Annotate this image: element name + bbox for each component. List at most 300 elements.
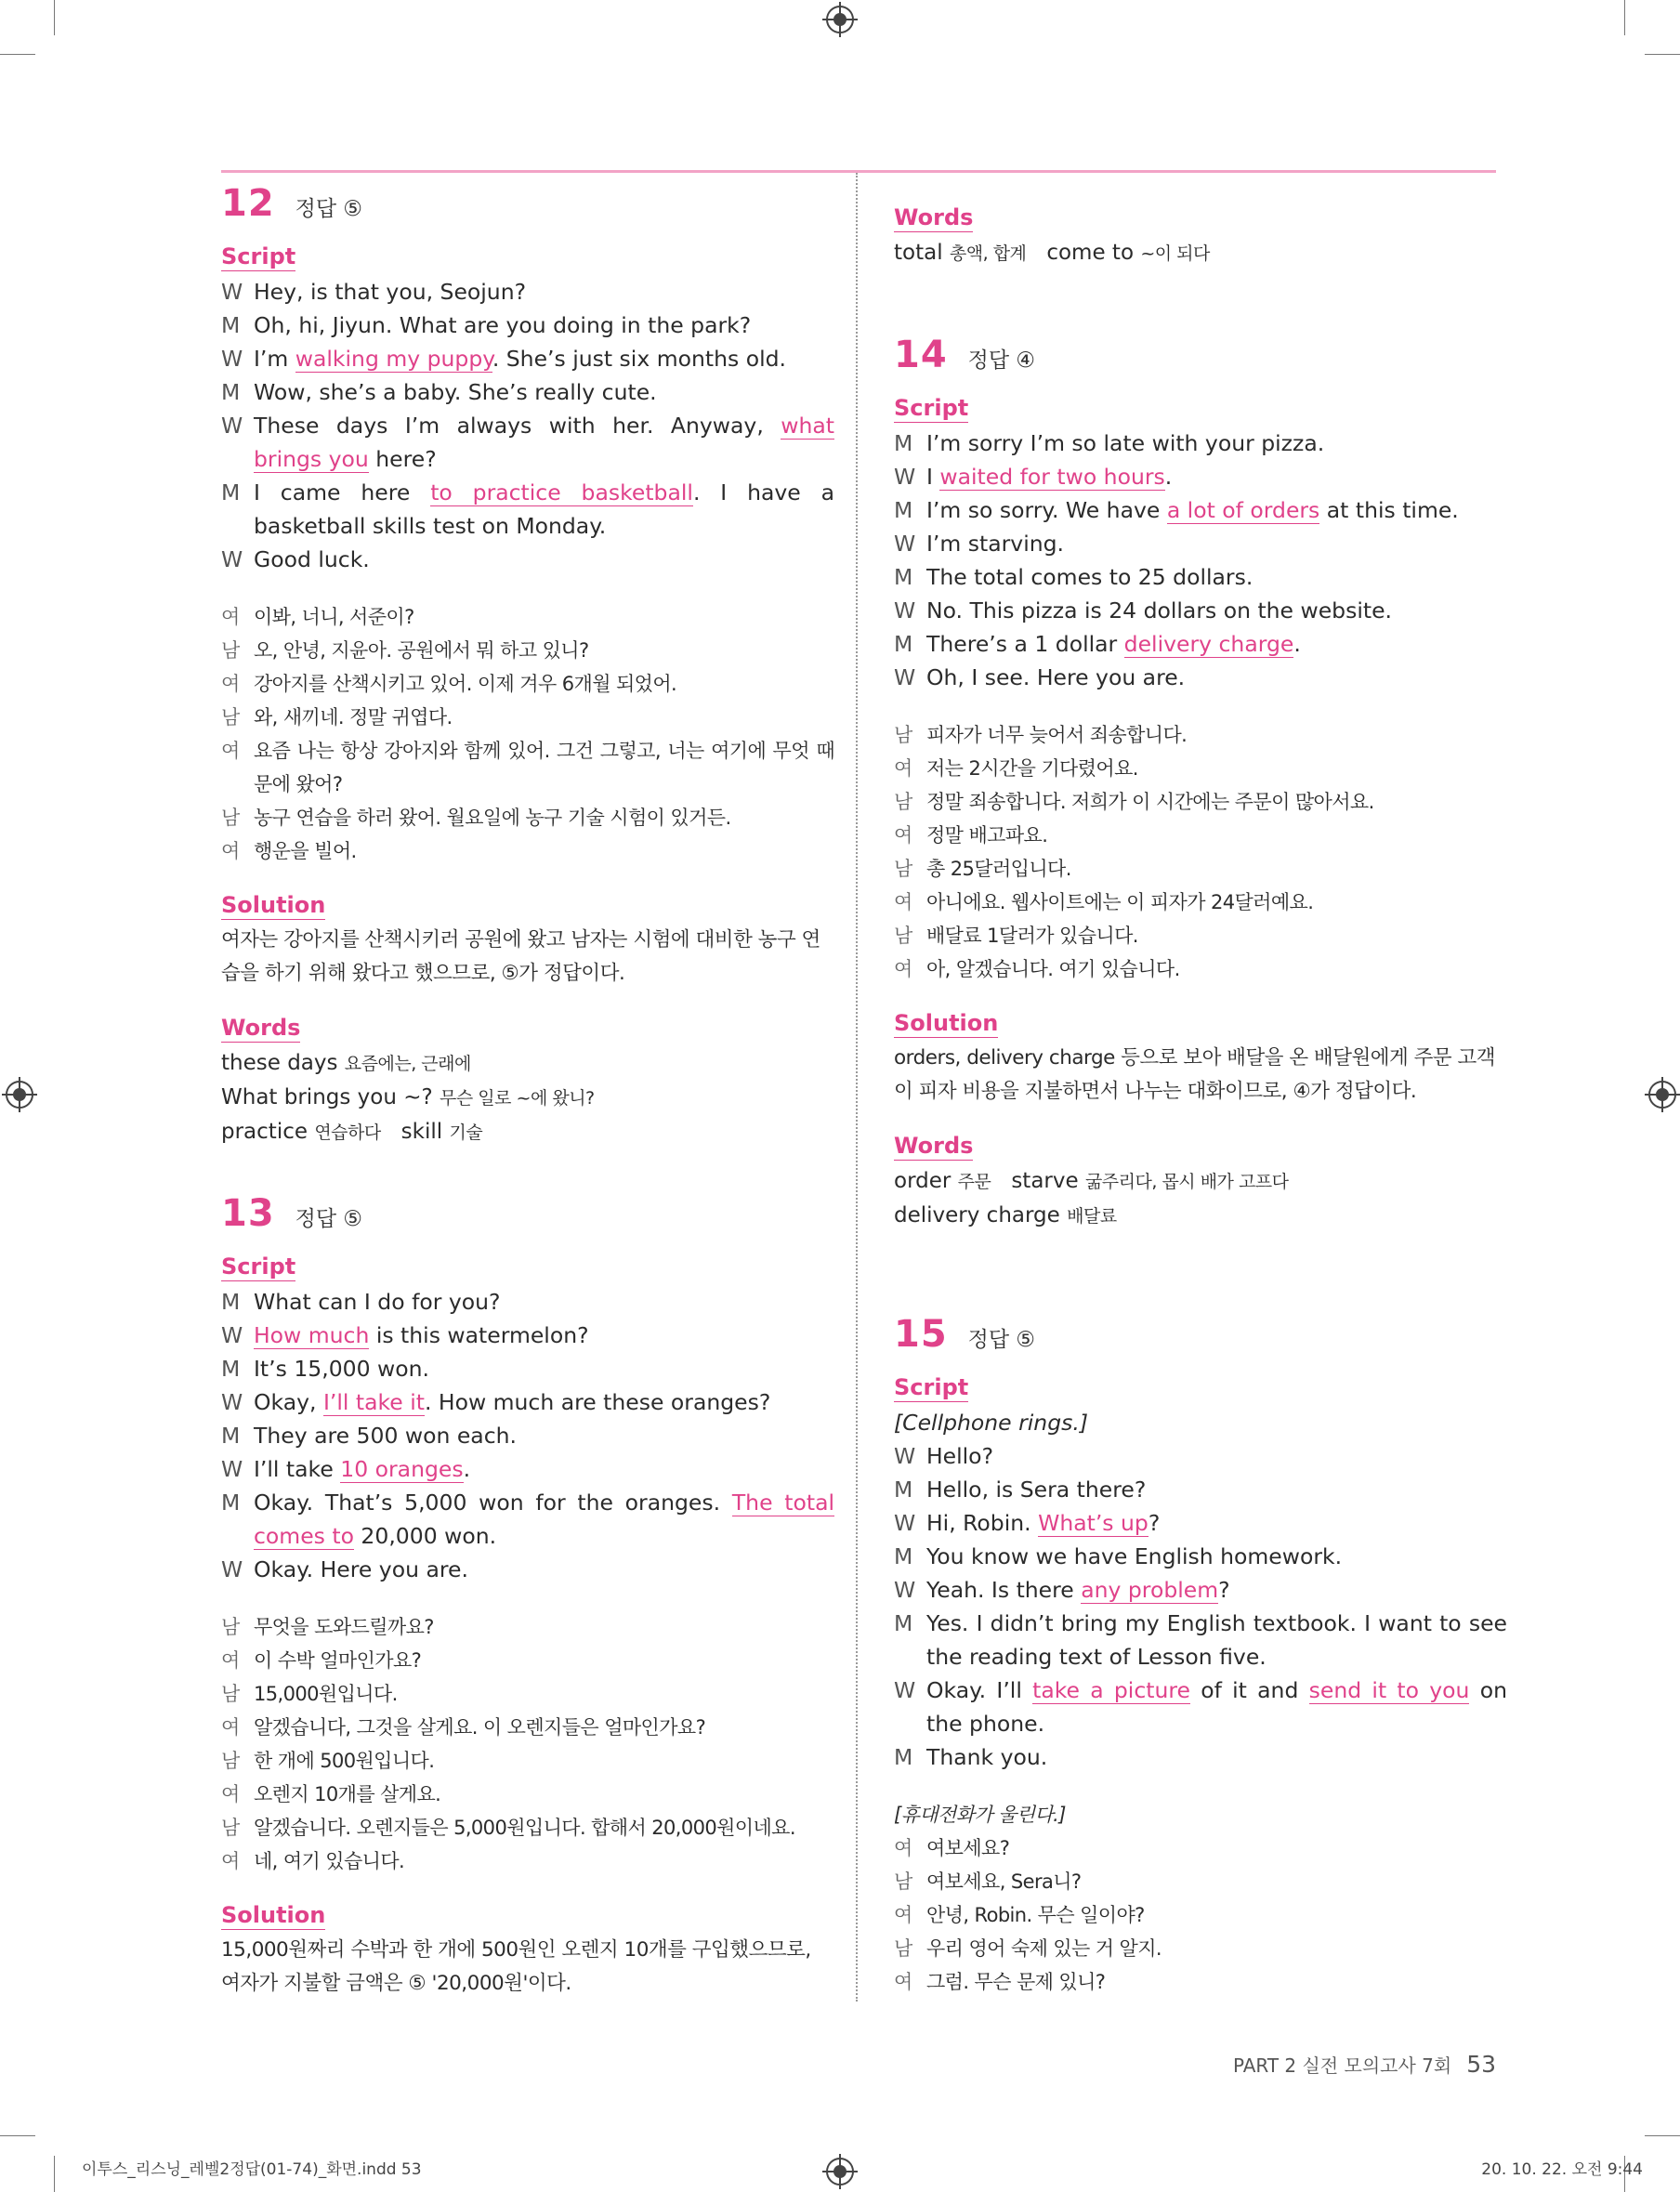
translation-line (221, 667, 834, 701)
speaker-label: M (221, 1289, 241, 1315)
q12-solution: 여자는 강아지를 산책시키러 공원에 왔고 남자는 시험에 대비한 농구 연습을 하기 위해 왔다고 했으므로, ⑤가 정답이다. (221, 928, 820, 985)
blank-answer: delivery charge (1123, 631, 1294, 657)
text-run: 20,000 won. (353, 1523, 497, 1549)
translation-line (221, 1677, 834, 1711)
translation-line (894, 1865, 1507, 1898)
registration-mark-icon (6, 1081, 33, 1109)
text-run: . (463, 1456, 471, 1482)
question-12-header (221, 182, 834, 225)
blank-answer: take a picture (1032, 1677, 1190, 1703)
speaker-label: W (221, 1556, 243, 1582)
translation-line (894, 952, 1507, 986)
vocab-term: total (894, 241, 943, 265)
dialogue-line (894, 1740, 1507, 1774)
speaker-label: W (221, 413, 243, 439)
text-run: . (1164, 464, 1173, 490)
dialogue-text (254, 1319, 834, 1352)
translation-line (221, 1610, 834, 1644)
vocab-term: delivery charge (894, 1203, 1060, 1227)
dialogue-line (894, 1506, 1507, 1540)
translation-line (221, 1844, 834, 1878)
dialogue-line (221, 1486, 834, 1553)
vocab-meaning: 주문 (957, 1172, 991, 1192)
q14-solution: orders, delivery charge 등으로 보아 배달을 온 배달원에게 주문 고객이 피자 비용을 지불하면서 나누는 대화이므로, ④가 정답이다. (894, 1046, 1496, 1103)
speaker-label: M (221, 479, 241, 505)
translation-line (894, 852, 1507, 886)
text-run: Okay. Here you are. (254, 1556, 468, 1582)
solution-heading: Solution (221, 1902, 326, 1928)
translation-text: 강아지를 산책시키고 있어. 이제 겨우 6개월 되었어. (254, 673, 677, 695)
speaker-label: W (221, 1389, 243, 1415)
dialogue-text (254, 476, 834, 543)
dialogue-text (926, 1540, 1507, 1573)
translation-line (221, 1811, 834, 1844)
speaker-label: W (894, 664, 916, 690)
dialogue-line (894, 527, 1507, 560)
blank-answer: The total comes to (254, 1490, 834, 1549)
translation-line (894, 752, 1507, 785)
speaker-label: 여 (221, 1716, 240, 1739)
translation-line (221, 600, 834, 634)
dialogue-line (894, 1607, 1507, 1674)
print-slug-date: 20. 10. 22. 오전 9:44 (1481, 2160, 1643, 2179)
dialogue-line (221, 1352, 834, 1385)
dialogue-line (221, 1285, 834, 1319)
dialogue-line (221, 275, 834, 308)
dialogue-line (221, 342, 834, 375)
q14-words (894, 1164, 1507, 1233)
question-number: 13 (221, 1192, 275, 1235)
translation-text: 저는 2시간을 기다렸어요. (926, 757, 1138, 780)
dialogue-text (254, 1553, 834, 1586)
translation-text: 오렌지 10개를 살게요. (254, 1783, 441, 1805)
translation-line (894, 819, 1507, 852)
speaker-label: W (894, 464, 916, 490)
dialogue-text (254, 275, 834, 308)
speaker-label: W (894, 1443, 916, 1469)
speaker-label: 여 (894, 1837, 912, 1859)
text-run: What can I do for you? (254, 1289, 501, 1315)
text-run: I’m sorry I’m so late with your pizza. (926, 430, 1325, 456)
translation-line (221, 1711, 834, 1744)
text-run: ? (1148, 1510, 1161, 1536)
dialogue-line (894, 661, 1507, 694)
q13-solution: 15,000원짜리 수박과 한 개에 500원인 오렌지 10개를 구입했으므로, 여자가 지불할 금액은 ⑤ '20,000원'이다. (221, 1938, 811, 1995)
dialogue-text (926, 1573, 1507, 1607)
page-number: 53 (1466, 2051, 1496, 2078)
blank-answer: any problem (1081, 1577, 1219, 1603)
dialogue-line (221, 308, 834, 342)
vocab-line (221, 1046, 834, 1081)
speaker-label: M (894, 1610, 913, 1636)
dialogue-text (254, 342, 834, 375)
text-run: Hello? (926, 1443, 994, 1469)
translation-text: 무엇을 도와드릴까요? (254, 1616, 434, 1638)
dialogue-text (254, 1419, 834, 1452)
dialogue-text (926, 627, 1507, 661)
text-run: is this watermelon? (369, 1322, 589, 1348)
vocab-term: skill (400, 1120, 443, 1144)
text-run: I (926, 464, 940, 490)
script-heading: Script (894, 1374, 969, 1400)
vocab-line (894, 1164, 1507, 1199)
blank-answer: 10 oranges (340, 1456, 464, 1482)
text-run: . She’s just six months old. (492, 346, 786, 372)
translation-line (894, 785, 1507, 819)
speaker-label: W (894, 531, 916, 557)
vocab-meaning: 기술 (449, 1122, 483, 1143)
vocab-line (894, 1199, 1507, 1233)
registration-mark-icon (826, 6, 854, 33)
speaker-label: 남 (221, 807, 240, 829)
text-run: Good luck. (254, 546, 370, 572)
speaker-label: M (221, 1490, 241, 1516)
right-column (894, 204, 1507, 1999)
dialogue-line (894, 1439, 1507, 1473)
translation-text: 우리 영어 숙제 있는 거 알지. (926, 1937, 1162, 1960)
speaker-label: M (221, 312, 241, 338)
q12-words (221, 1046, 834, 1149)
dialogue-line (894, 1473, 1507, 1506)
speaker-label: 여 (221, 840, 240, 862)
question-number: 15 (894, 1313, 948, 1356)
text-run: Thank you. (926, 1744, 1048, 1770)
speaker-label: M (894, 1543, 913, 1569)
dialogue-line (221, 375, 834, 409)
dialogue-text (926, 661, 1507, 694)
question-number: 14 (894, 334, 948, 376)
print-slug-file: 이투스_리스닝_레벨2정답(01-74)_화면.indd 53 (82, 2160, 422, 2179)
dialogue-text (926, 527, 1507, 560)
dialogue-text (926, 1473, 1507, 1506)
speaker-label: 여 (894, 1971, 912, 1993)
dialogue-text (254, 409, 834, 476)
speaker-label: W (894, 1677, 916, 1703)
speaker-label: M (894, 430, 913, 456)
vocab-term: starve (1011, 1169, 1079, 1193)
q13-korean (221, 1610, 834, 1878)
text-run: I’m (254, 346, 295, 372)
words-heading: Words (221, 1015, 301, 1041)
dialogue-text (926, 560, 1507, 594)
translation-text: 한 개에 500원입니다. (254, 1750, 435, 1772)
dialogue-line (221, 409, 834, 476)
dialogue-line (221, 1419, 834, 1452)
speaker-label: W (894, 597, 916, 623)
dialogue-text (254, 375, 834, 409)
dialogue-line (894, 427, 1507, 460)
vocab-term: What brings you ~? (221, 1085, 433, 1109)
text-run: Hi, Robin. (926, 1510, 1039, 1536)
translation-line (894, 1932, 1507, 1965)
text-run: Oh, I see. Here you are. (926, 664, 1186, 690)
dialogue-text (254, 1352, 834, 1385)
translation-line (894, 886, 1507, 919)
blank-answer: what brings you (254, 413, 834, 472)
translation-text: 이 수박 얼마인가요? (254, 1649, 422, 1672)
script-heading: Script (221, 243, 296, 269)
speaker-label: 남 (894, 1937, 912, 1960)
speaker-label: M (894, 564, 913, 590)
solution-heading: Solution (894, 1010, 999, 1036)
text-run: Hello, is Sera there? (926, 1477, 1147, 1503)
translation-text: 여보세요? (926, 1837, 1010, 1859)
speaker-label: 여 (894, 824, 912, 847)
registration-mark-icon (826, 2158, 854, 2185)
text-run: Yes. I didn’t bring my English textbook. I want to see the reading text of Lesson five. (926, 1610, 1507, 1670)
translation-text: 네, 여기 있습니다. (254, 1850, 405, 1872)
question-13-header (221, 1192, 834, 1235)
translation-text: 15,000원입니다. (254, 1683, 398, 1705)
q12-script (221, 275, 834, 576)
speaker-label: 여 (221, 1850, 240, 1872)
header-rule (221, 170, 1496, 173)
blank-answer: I’ll take it (322, 1389, 425, 1415)
translation-line (221, 801, 834, 834)
crop-mark (54, 2156, 55, 2192)
text-run: . I have a basketball skills test on Monday. (254, 479, 835, 539)
speaker-label: W (221, 279, 243, 305)
text-run: Yeah. Is there (926, 1577, 1082, 1603)
solution-heading: Solution (221, 892, 326, 918)
translation-text: 정말 죄송합니다. 저희가 이 시간에는 주문이 많아서요. (926, 791, 1374, 813)
vocab-meaning: 배달료 (1067, 1206, 1117, 1227)
text-run: at this time. (1319, 497, 1459, 523)
translation-line (894, 718, 1507, 752)
text-run: I’ll take (254, 1456, 341, 1482)
vocab-line (221, 1115, 834, 1149)
text-run: of it and (1189, 1677, 1309, 1703)
dialogue-text (254, 1452, 834, 1486)
dialogue-line (221, 1319, 834, 1352)
answer-label: 정답 ⑤ (295, 1207, 363, 1231)
dialogue-text (254, 1285, 834, 1319)
translation-line (894, 1831, 1507, 1865)
speaker-label: 여 (221, 606, 240, 628)
text-run: These days I’m always with her. Anyway, (254, 413, 781, 439)
dialogue-line (894, 627, 1507, 661)
blank-answer: waited for two hours (939, 464, 1165, 490)
speaker-label: M (894, 1744, 913, 1770)
translation-text: 아, 알겠습니다. 여기 있습니다. (926, 958, 1180, 980)
blank-answer: What’s up (1038, 1510, 1148, 1536)
dialogue-text (926, 1439, 1507, 1473)
vocab-meaning: 총액, 합계 (949, 243, 1027, 264)
column-divider (856, 173, 858, 2002)
vocab-meaning: 요즘에는, 근래에 (344, 1054, 471, 1074)
q12-korean (221, 600, 834, 868)
q15-korean (894, 1798, 1507, 1999)
vocab-term: come to (1046, 241, 1135, 265)
translation-text: 총 25달러입니다. (926, 858, 1071, 880)
vocab-meaning: ~이 되다 (1140, 243, 1210, 264)
translation-line (221, 1644, 834, 1677)
speaker-label: W (221, 1456, 243, 1482)
translation-text: 아니에요. 웹사이트에는 이 피자가 24달러예요. (926, 891, 1314, 913)
text-run: Hey, is that you, Seojun? (254, 279, 527, 305)
answer-label: 정답 ⑤ (967, 1328, 1036, 1352)
vocab-meaning: 연습하다 (314, 1122, 381, 1143)
dialogue-text (254, 543, 834, 576)
answer-label: 정답 ④ (967, 348, 1036, 373)
speaker-label: M (221, 1356, 241, 1382)
vocab-line (221, 1081, 834, 1115)
words-heading: Words (894, 204, 974, 230)
translation-line (221, 1744, 834, 1778)
dialogue-text (926, 1674, 1507, 1740)
speaker-label: 여 (221, 740, 240, 762)
vocab-line (894, 236, 1507, 270)
translation-line (894, 1965, 1507, 1999)
speaker-label: M (221, 1423, 241, 1449)
dialogue-line (894, 594, 1507, 627)
dialogue-text (926, 1506, 1507, 1540)
dialogue-line (894, 560, 1507, 594)
speaker-label: M (894, 497, 913, 523)
text-run: You know we have English homework. (926, 1543, 1343, 1569)
dialogue-text (254, 308, 834, 342)
dialogue-text (254, 1486, 834, 1553)
text-run: ? (1218, 1577, 1230, 1603)
vocab-meaning: 무슨 일로 ~에 왔니? (440, 1088, 595, 1109)
speaker-label: 여 (221, 1783, 240, 1805)
speaker-label: M (894, 631, 913, 657)
q13-script (221, 1285, 834, 1586)
dialogue-line (894, 1674, 1507, 1740)
crop-mark (1645, 2135, 1680, 2136)
translation-text: 알겠습니다, 그것을 살게요. 이 오렌지들은 얼마인가요? (254, 1716, 706, 1739)
translation-text: 이봐, 너니, 서준이? (254, 606, 414, 628)
speaker-label: 남 (221, 639, 240, 662)
speaker-label: W (221, 546, 243, 572)
korean-stage-direction: [휴대전화가 울린다.] (894, 1804, 1066, 1826)
translation-text: 와, 새끼네. 정말 귀엽다. (254, 706, 453, 728)
blank-answer: walking my puppy (295, 346, 492, 372)
crop-mark (0, 54, 35, 55)
vocab-term: practice (221, 1120, 308, 1144)
dialogue-text (926, 493, 1507, 527)
blank-answer: to practice basketball (430, 479, 693, 505)
text-run: No. This pizza is 24 dollars on the website. (926, 597, 1392, 623)
left-column (221, 182, 834, 2001)
speaker-label: 남 (894, 1870, 912, 1893)
text-run: . How much are these oranges? (424, 1389, 771, 1415)
text-run: on the phone. (926, 1677, 1508, 1737)
text-run: There’s a 1 dollar (926, 631, 1124, 657)
dialogue-text (254, 1385, 834, 1419)
dialogue-text (926, 460, 1507, 493)
translation-line (221, 734, 834, 801)
speaker-label: W (894, 1510, 916, 1536)
dialogue-line (894, 1573, 1507, 1607)
dialogue-line (221, 1452, 834, 1486)
dialogue-text (926, 1740, 1507, 1774)
translation-text: 여보세요, Sera니? (926, 1870, 1082, 1893)
translation-line (221, 834, 834, 868)
q15-script (894, 1439, 1507, 1774)
text-run: Wow, she’s a baby. She’s really cute. (254, 379, 657, 405)
stage-direction: [Cellphone rings.] (894, 1410, 1088, 1436)
translation-line (221, 701, 834, 734)
dialogue-line (221, 543, 834, 576)
speaker-label: M (221, 379, 241, 405)
translation-line (221, 634, 834, 667)
question-number: 12 (221, 182, 275, 225)
text-run: I’m so sorry. We have (926, 497, 1167, 523)
text-run: . (1293, 631, 1301, 657)
dialogue-line (221, 1553, 834, 1586)
text-run: They are 500 won each. (254, 1423, 517, 1449)
q14-script (894, 427, 1507, 694)
vocab-meaning: 굶주리다, 몹시 배가 고프다 (1084, 1172, 1289, 1192)
translation-text: 배달료 1달러가 있습니다. (926, 925, 1138, 947)
text-run: The total comes to 25 dollars. (926, 564, 1253, 590)
translation-line (894, 919, 1507, 952)
translation-text: 행운을 빌어. (254, 840, 357, 862)
translation-text: 요즘 나는 항상 강아지와 함께 있어. 그건 그렇고, 너는 여기에 무엇 때문에 왔어? (254, 740, 834, 795)
translation-line (894, 1898, 1507, 1932)
speaker-label: 남 (894, 925, 912, 947)
text-run: Okay, (254, 1389, 323, 1415)
speaker-label: 여 (894, 958, 912, 980)
text-run: Okay. That’s 5,000 won for the oranges. (254, 1490, 732, 1516)
crop-mark (0, 2135, 35, 2136)
dialogue-line (221, 1385, 834, 1419)
speaker-label: 여 (894, 757, 912, 780)
dialogue-line (221, 476, 834, 543)
q14-korean (894, 718, 1507, 986)
blank-answer: a lot of orders (1166, 497, 1320, 523)
translation-text: 알겠습니다. 오렌지들은 5,000원입니다. 합해서 20,000원이네요. (254, 1817, 795, 1839)
speaker-label: 남 (221, 1683, 240, 1705)
text-run: here? (368, 446, 437, 472)
dialogue-line (894, 460, 1507, 493)
blank-answer: send it to you (1308, 1677, 1470, 1703)
translation-text: 정말 배고파요. (926, 824, 1048, 847)
dialogue-text (926, 427, 1507, 460)
registration-mark-icon (1648, 1081, 1676, 1109)
text-run: I’m starving. (926, 531, 1064, 557)
speaker-label: 남 (221, 706, 240, 728)
speaker-label: W (894, 1577, 916, 1603)
blank-answer: How much (254, 1322, 370, 1348)
speaker-label: 남 (221, 1616, 240, 1638)
text-run: I came here (254, 479, 431, 505)
text-run: It’s 15,000 won. (254, 1356, 429, 1382)
translation-text: 안녕, Robin. 무슨 일이야? (926, 1904, 1145, 1926)
crop-mark (54, 0, 55, 35)
script-heading: Script (894, 395, 969, 421)
translation-line (221, 1778, 834, 1811)
speaker-label: 남 (894, 724, 912, 746)
dialogue-text (926, 594, 1507, 627)
question-14-header (894, 334, 1507, 376)
part-label: PART 2 실전 모의고사 7회 (1232, 2054, 1452, 2077)
speaker-label: 여 (894, 891, 912, 913)
answer-label: 정답 ⑤ (295, 197, 363, 221)
speaker-label: 남 (221, 1817, 240, 1839)
translation-text: 오, 안녕, 지윤아. 공원에서 뭐 하고 있니? (254, 639, 589, 662)
vocab-term: order (894, 1169, 952, 1193)
speaker-label: W (221, 1322, 243, 1348)
translation-text: 피자가 너무 늦어서 죄송합니다. (926, 724, 1188, 746)
vocab-term: these days (221, 1051, 338, 1075)
dialogue-text (926, 1607, 1507, 1674)
speaker-label: 남 (221, 1750, 240, 1772)
text-run: Okay. I’ll (926, 1677, 1033, 1703)
translation-text: 그럼. 무슨 문제 있니? (926, 1971, 1106, 1993)
dialogue-line (894, 493, 1507, 527)
